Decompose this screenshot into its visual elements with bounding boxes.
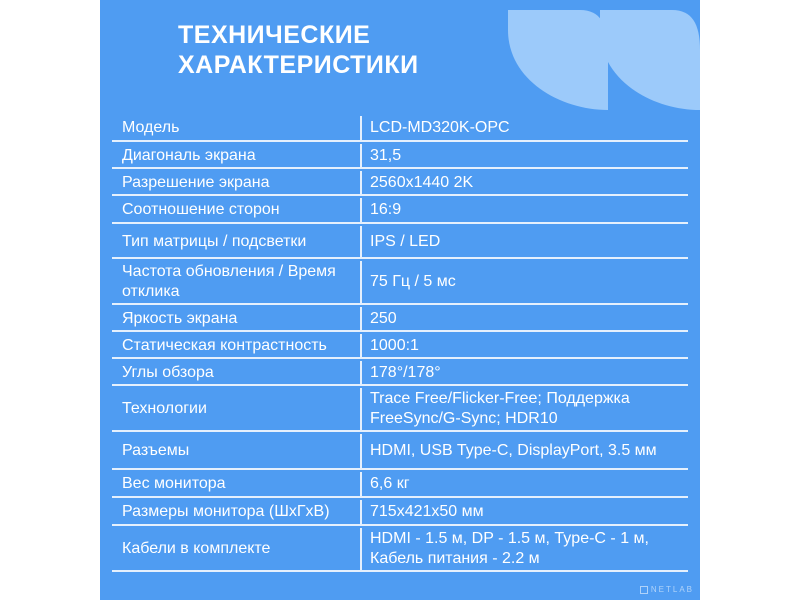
spec-label: Статическая контрастность xyxy=(122,336,327,354)
spec-label: Тип матрицы / подсветки xyxy=(122,232,307,250)
spec-card xyxy=(100,0,700,600)
spec-value: IPS / LED xyxy=(370,232,441,250)
double-quote-icon xyxy=(500,10,700,110)
spec-row-resolution xyxy=(100,169,700,196)
spec-label: Разъемы xyxy=(122,442,190,459)
logo-mark-icon xyxy=(640,586,648,594)
spec-row-refresh-rate xyxy=(100,259,700,305)
spec-label: Вес монитора xyxy=(122,475,226,492)
spec-value: HDMI - 1.5 м, DP - 1.5 м, Type-C - 1 м, Кабель питания - 2.2 м xyxy=(370,530,649,567)
spec-row-model xyxy=(100,114,700,142)
spec-label: Кабели в комплекте xyxy=(122,540,271,557)
spec-row-viewing-angles xyxy=(100,359,700,386)
page-title xyxy=(178,20,478,80)
spec-row-ports xyxy=(100,432,700,470)
spec-row-matrix xyxy=(100,224,700,259)
spec-value: 31,5 xyxy=(370,146,402,164)
spec-row-brightness xyxy=(100,305,700,332)
spec-value: 715x421x50 мм xyxy=(370,503,484,520)
spec-label: Модель xyxy=(122,119,180,136)
spec-label: Яркость экрана xyxy=(122,309,238,327)
spec-row-contrast xyxy=(100,332,700,359)
brand-logo xyxy=(640,585,694,594)
spec-value: HDMI, USB Type-C, DisplayPort, 3.5 мм xyxy=(370,442,657,459)
spec-row-technologies xyxy=(100,386,700,432)
spec-value: 1000:1 xyxy=(370,336,419,354)
spec-label: Частота обновления / Время отклика xyxy=(122,263,336,300)
spec-label: Соотношение сторон xyxy=(122,201,280,218)
spec-value: LCD-MD320K-OPC xyxy=(370,119,510,136)
spec-row-diagonal xyxy=(100,142,700,169)
spec-table xyxy=(100,114,700,572)
spec-value: Trace Free/Flicker-Free; Поддержка FreeSync/G-Sync; HDR10 xyxy=(370,390,630,427)
spec-row-weight xyxy=(100,470,700,498)
title-line-2: ХАРАКТЕРИСТИКИ xyxy=(178,51,419,79)
spec-row-aspect-ratio xyxy=(100,196,700,224)
title-line-1: ТЕХНИЧЕСКИЕ xyxy=(178,21,371,49)
spec-label: Технологии xyxy=(122,400,207,417)
spec-value: 75 Гц / 5 мс xyxy=(370,273,456,290)
logo-text: NETLAB xyxy=(650,585,694,594)
spec-value: 16:9 xyxy=(370,201,402,218)
spec-row-cables xyxy=(100,526,700,572)
spec-value: 250 xyxy=(370,309,397,327)
spec-value: 178°/178° xyxy=(370,363,441,381)
spec-label: Углы обзора xyxy=(122,363,214,381)
spec-value: 6,6 кг xyxy=(370,475,410,492)
spec-label: Разрешение экрана xyxy=(122,173,270,191)
spec-row-dimensions xyxy=(100,498,700,526)
spec-label: Диагональ экрана xyxy=(122,146,256,164)
spec-value: 2560x1440 2K xyxy=(370,173,474,191)
spec-label: Размеры монитора (ШхГхВ) xyxy=(122,503,330,520)
